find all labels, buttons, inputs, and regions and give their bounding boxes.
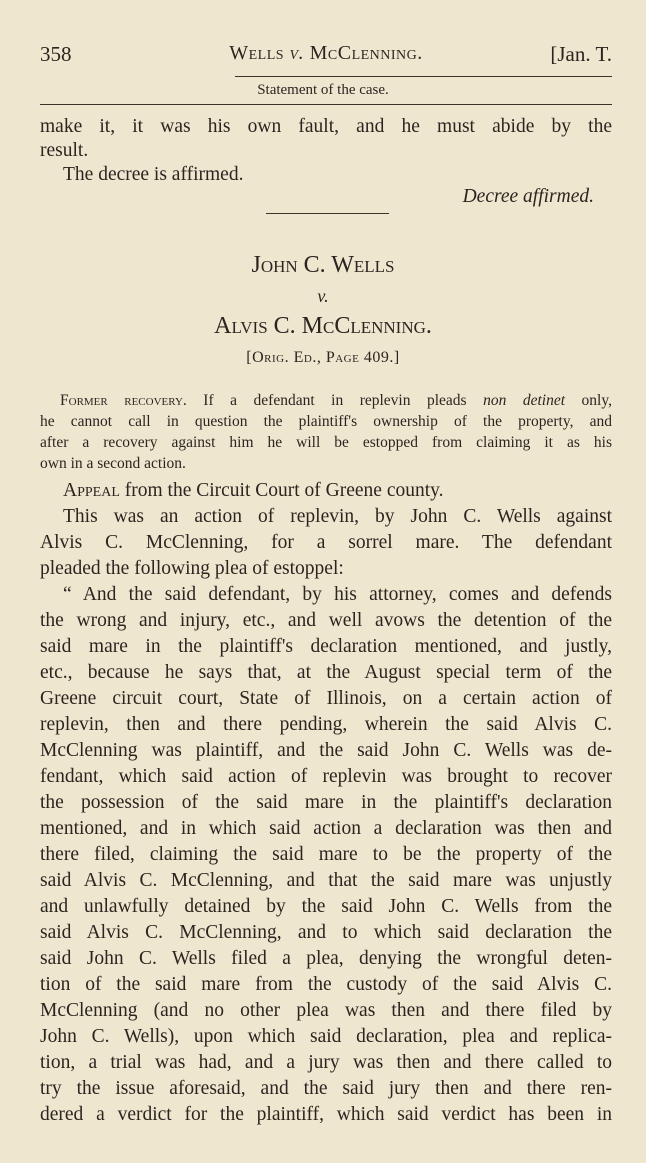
running-title [40,42,612,65]
headnote-text: only, [565,392,612,409]
body-line: tion of the said mare from the custody of the said Alvis C. [40,974,612,995]
headnote-text: If a defendant in replevin pleads [186,392,484,409]
appeal-line [63,478,612,504]
body-line: the possession of the said mare in the plaintiff's declaration [40,792,612,813]
body-line: said Alvis C. McClenning, and that the said mare was unjustly [40,870,612,891]
body-line: John C. Wells), upon which said declaration, plea and replica- [40,1026,612,1047]
body-line: the wrong and injury, etc., and well avows the detention of the [40,610,612,631]
headnote-line: he cannot call in question the plaintiff's ownership of the property, and [40,413,612,430]
headnote-line: own in a second action. [40,455,186,472]
body-line: Alvis C. McClenning, for a sorrel mare. The defendant [40,532,612,553]
defendant-name: Alvis C. McClenning. [214,313,432,339]
header-rule [235,76,612,77]
text-line: make it, it was his own fault, and he must abide by the [40,116,612,137]
headnote-label: Former recovery. [60,392,187,409]
running-title-versus: v. [289,42,305,64]
versus: v. [317,286,329,306]
headnote-line: after a recovery against him he will be estopped from claiming it as his [40,434,612,451]
body-line: This was an action of replevin, by John C. Wells against [63,506,612,527]
body-line: said John C. Wells filed a plea, denying the wrongful deten- [40,948,612,969]
text-line: The decree is affirmed. [63,164,244,185]
decree-affirmed: Decree affirmed. [462,186,594,207]
case-separator-rule [266,213,389,214]
appeal-text: from the Circuit Court of Greene county. [119,480,444,501]
body-line: Greene circuit court, State of Illinois, on a certain action of [40,688,612,709]
body-line: dered a verdict for the plaintiff, which said verdict has been in [40,1104,612,1125]
running-head [40,40,612,74]
body-line: McClenning (and no other plea was then and there filed by [40,1000,612,1021]
text-line: result. [40,140,89,161]
term-date: [Jan. T. [550,42,612,66]
body-line: said mare in the plaintiff's declaration mentioned, and justly, [40,636,612,657]
plaintiff-name: John C. Wells [251,252,395,278]
section-rule [40,104,612,105]
headnote-italic: non detinet [483,392,566,409]
body-line: McClenning was plaintiff, and the said John C. Wells was de- [40,740,612,761]
headnote-line [60,390,612,411]
body-line: replevin, then and there pending, wherein the said Alvis C. [40,714,612,735]
body-line: and unlawfully detained by the said John C. Wells from the [40,896,612,917]
body-line: pleaded the following plea of estoppel: [40,558,344,579]
running-title-defendant: McClenning. [309,42,423,64]
body-line: there filed, claiming the said mare to be the property of the [40,844,612,865]
original-edition-page: [Orig. Ed., Page 409.] [246,349,400,366]
body-line: mentioned, and in which said action a declaration was then and [40,818,612,839]
page-number: 358 [40,42,72,66]
body-line: fendant, which said action of replevin was brought to recover [40,766,612,787]
section-label: Statement of the case. [257,82,389,98]
body-line: “ And the said defendant, by his attorney, comes and defends [63,584,612,605]
body-line: etc., because he says that, at the August special term of the [40,662,612,683]
body-line: said Alvis C. McClenning, and to which said declaration the [40,922,612,943]
appeal-label: Appeal [63,480,120,501]
running-title-plaintiff: Wells [229,42,285,64]
body-line: try the issue aforesaid, and the said jury then and there ren- [40,1078,612,1099]
body-line: tion, a trial was had, and a jury was then and there called to [40,1052,612,1073]
